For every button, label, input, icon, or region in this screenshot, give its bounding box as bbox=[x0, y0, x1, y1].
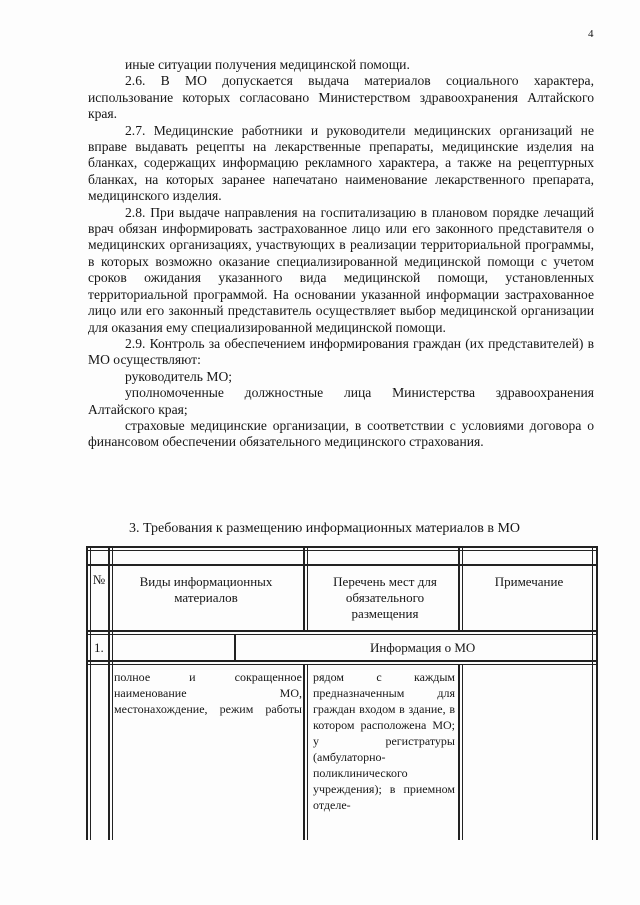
table-rule bbox=[86, 546, 88, 840]
table-rule bbox=[234, 634, 236, 660]
material-description: полное и сокращенное наименование МО, местонахождение, режим работы bbox=[114, 670, 302, 716]
table-rule bbox=[458, 546, 460, 630]
table-rule bbox=[458, 664, 460, 840]
paragraph-2-8: 2.8. При выдаче направления на госпитализацию в плановом порядке лечащий врач обязан информировать застрахованное лицо или его законного представителя о медицинских организациях, участвующих в реализации территориальной программы, в которых возможно оказание специализированной медицинской помощи с учетом сроков ожидания указанного вида медицинской помощи, установленных территориальной программой. На основании указанной информации застрахованное лицо или его законный представитель осуществляет выбор медицинской организации для оказания ему специализированной медицинской помощи. bbox=[88, 204, 594, 335]
table-rule bbox=[86, 550, 598, 551]
table-rule bbox=[596, 546, 598, 840]
paragraph: иные ситуации получения медицинской помощи. bbox=[125, 57, 410, 72]
table-rule bbox=[108, 546, 110, 840]
header-num: № bbox=[92, 572, 106, 587]
table-rule bbox=[303, 664, 305, 840]
table-rule bbox=[462, 546, 463, 630]
table-rule bbox=[462, 664, 463, 840]
header-placement-locations: Перечень мест для обязательного размещения bbox=[333, 574, 437, 621]
table-rule bbox=[307, 664, 308, 840]
paragraph-2-7: 2.7. Медицинские работники и руководители медицинских организаций не вправе выдавать рецепты на лекарственные препараты, медицинские изделия на бланках, содержащих информацию рекламного характера, а также на рецептурных бланках, на которых заранее напечатано наименование лекарственного препарата, медицинского изделия. bbox=[88, 122, 594, 204]
requirements-table bbox=[86, 546, 598, 840]
section-title: 3. Требования к размещению информационных материалов в МО bbox=[129, 521, 521, 536]
table-rule bbox=[86, 564, 598, 566]
header-material-types: Виды информационных материалов bbox=[139, 574, 273, 605]
table-rule bbox=[303, 546, 305, 630]
paragraph-2-9: 2.9. Контроль за обеспечением информирования граждан (их представителей) в МО осуществляют: bbox=[88, 335, 594, 368]
table-rule bbox=[86, 660, 598, 662]
header-note: Примечание bbox=[494, 574, 564, 589]
row-number: 1. bbox=[94, 640, 104, 655]
table-rule bbox=[86, 634, 598, 635]
list-item: страховые медицинские организации, в соответствии с условиями договора о финансовом обеспечении обязательного медицинского страхования. bbox=[88, 417, 594, 450]
table-rule bbox=[86, 630, 598, 632]
table-rule bbox=[112, 546, 113, 840]
page-number: 4 bbox=[588, 28, 594, 40]
row-title: Информация о МО bbox=[370, 640, 476, 655]
list-item: уполномоченные должностные лица Министерства здравоохранения Алтайского края; bbox=[88, 385, 594, 417]
table-rule bbox=[86, 546, 598, 548]
placement-description: рядом с каждым предназначенным для граждан входом в здание, в котором расположена МО; у регистратуры (амбулаторно-поликлинического учреждения); в приемном отделе- bbox=[313, 670, 455, 812]
table-rule bbox=[592, 546, 593, 840]
table-rule bbox=[90, 546, 91, 840]
paragraph-2-6: 2.6. В МО допускается выдача материалов социального характера, использование которых согласовано Министерством здравоохранения Алтайского края. bbox=[88, 73, 594, 122]
table-rule bbox=[307, 546, 308, 630]
list-item: руководитель МО; bbox=[125, 368, 233, 384]
body-text bbox=[88, 57, 594, 451]
table-rule bbox=[86, 664, 598, 665]
